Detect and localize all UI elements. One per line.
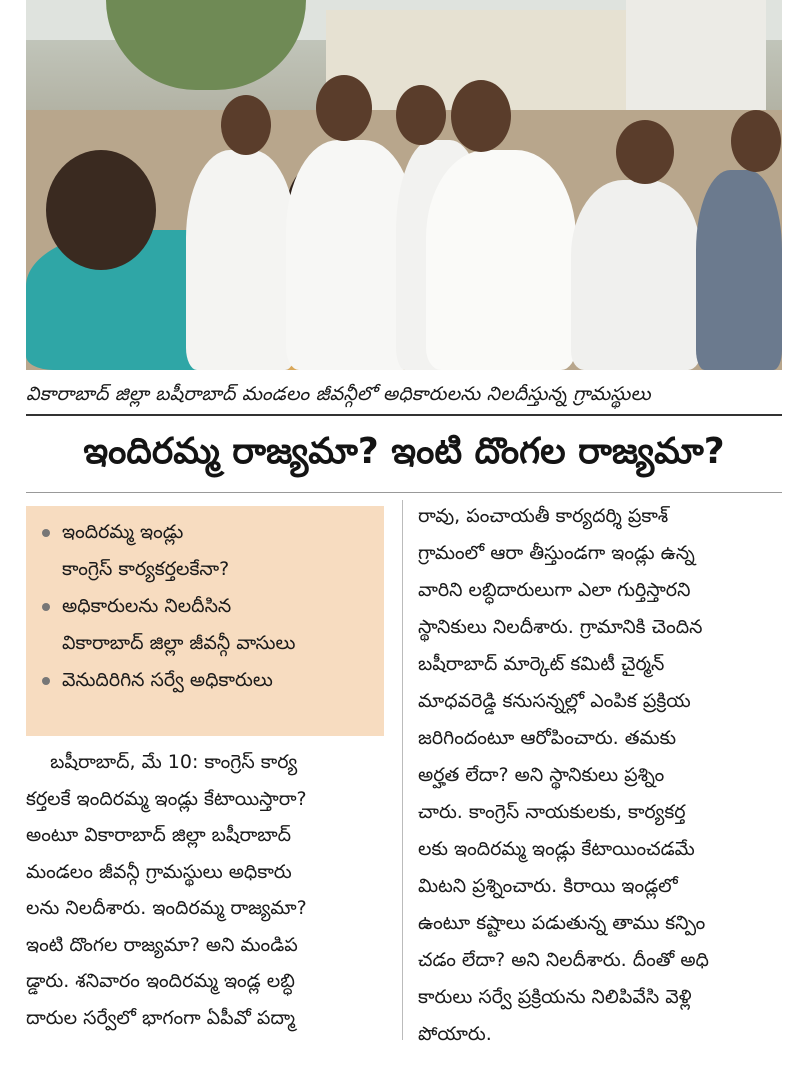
photo-tree <box>106 0 306 90</box>
body-line: వారిని లబ్ధిదారులుగా ఎలా గుర్తిస్తారని <box>418 579 691 601</box>
body-column-right <box>418 498 782 1053</box>
man-right-head <box>731 110 781 172</box>
highlight-line: వికారాబాద్ జిల్లా జీవన్గీ వాసులు <box>62 632 296 654</box>
body-column-left <box>26 744 388 1036</box>
man-right <box>696 170 782 370</box>
body-line: బషీరాబాద్ మార్కెట్ కమిటీ చైర్మన్ <box>418 653 665 675</box>
body-line: మిటని ప్రశ్నించారు. కిరాయి ఇండ్లలో <box>418 875 678 897</box>
highlight-line: ఇందిరమ్మ ఇండ్లు <box>62 521 184 543</box>
body-line: అర్హత లేదా? అని స్థానికులు ప్రశ్నిం <box>418 764 665 786</box>
woman-left-head <box>46 150 156 270</box>
headline: ఇందిరమ్మ రాజ్యమా? ఇంటి దొంగల రాజ్యమా? <box>83 431 725 472</box>
man-white-4 <box>426 150 576 370</box>
body-line: స్థానికులు నిలదీశారు. గ్రామానికి చెందిన <box>418 616 703 638</box>
highlight-line: అధికారులను నిలదీసిన <box>62 595 232 617</box>
highlight-item <box>36 588 374 662</box>
man-white-1-head <box>221 95 271 155</box>
man-white-5 <box>571 180 701 370</box>
body-line: చడం లేదా? అని నిలదీశారు. దీంతో అధి <box>418 949 709 971</box>
body-line: అంటూ వికారాబాద్ జిల్లా బషీరాబాద్ <box>26 824 292 846</box>
body-line: పోయారు. <box>418 1023 492 1045</box>
body-line: డ్డారు. శనివారం ఇందిరమ్మ ఇండ్ల లబ్ధి <box>26 970 295 992</box>
man-white-4-head <box>451 80 511 152</box>
man-white-2-head <box>316 75 372 141</box>
news-photo <box>26 0 782 370</box>
man-white-1 <box>186 150 296 370</box>
body-line: రావు, పంచాయతీ కార్యదర్శి ప్రకాశ్ <box>418 505 669 527</box>
body-line: దారుల సర్వేలో భాగంగా ఏపీవో పద్మా <box>26 1006 296 1029</box>
highlight-item <box>36 514 374 588</box>
bullet-icon <box>42 529 50 537</box>
body-line: లకు ఇందిరమ్మ ఇండ్లు కేటాయించడమే <box>418 838 695 860</box>
body-line: గ్రామంలో ఆరా తీస్తుండగా ఇండ్లు ఉన్న <box>418 542 695 564</box>
body-line: జరిగిందంటూ ఆరోపించారు. తమకు <box>418 727 677 749</box>
photo-caption: వికారాబాద్ జిల్లా బషీరాబాద్ మండలం జీవన్గీలో అధికారులను నిలదీస్తున్న గ్రామస్థులు <box>26 378 782 416</box>
highlight-item <box>36 662 374 699</box>
man-white-5-head <box>616 120 674 184</box>
highlights-box <box>26 506 384 736</box>
column-divider <box>402 500 403 1040</box>
headline-rule <box>26 492 782 493</box>
body-line: బషీరాబాద్, మే 10: కాంగ్రెస్ కార్య <box>26 751 298 773</box>
highlight-line: కాంగ్రెస్ కార్యకర్తలకేనా? <box>62 558 230 580</box>
highlight-line: వెనుదిరిగిన సర్వే అధికారులు <box>62 669 273 691</box>
body-line: మాధవరెడ్డి కనుసన్నల్లో ఎంపిక ప్రక్రియ <box>418 690 691 712</box>
body-line: కర్తలకే ఇందిరమ్మ ఇండ్లు కేటాయిస్తారా? <box>26 787 307 810</box>
body-line: లను నిలదీశారు. ఇందిరమ్మ రాజ్యమా? <box>26 897 307 919</box>
body-line: ఇంటి దొంగల రాజ్యమా? అని మండిప <box>26 933 298 956</box>
body-line: ఉంటూ కష్టాలు పడుతున్న తాము కన్పిం <box>418 912 706 934</box>
body-line: చారు. కాంగ్రెస్ నాయకులకు, కార్యకర్త <box>418 801 686 823</box>
body-line: కారులు సర్వే ప్రక్రియను నిలిపివేసి వెళ్లి <box>418 986 692 1008</box>
man-white-3-head <box>396 85 446 145</box>
body-line: మండలం జీవన్గీ గ్రామస్థులు అధికారు <box>26 860 292 883</box>
bullet-icon <box>42 603 50 611</box>
bullet-icon <box>42 677 50 685</box>
